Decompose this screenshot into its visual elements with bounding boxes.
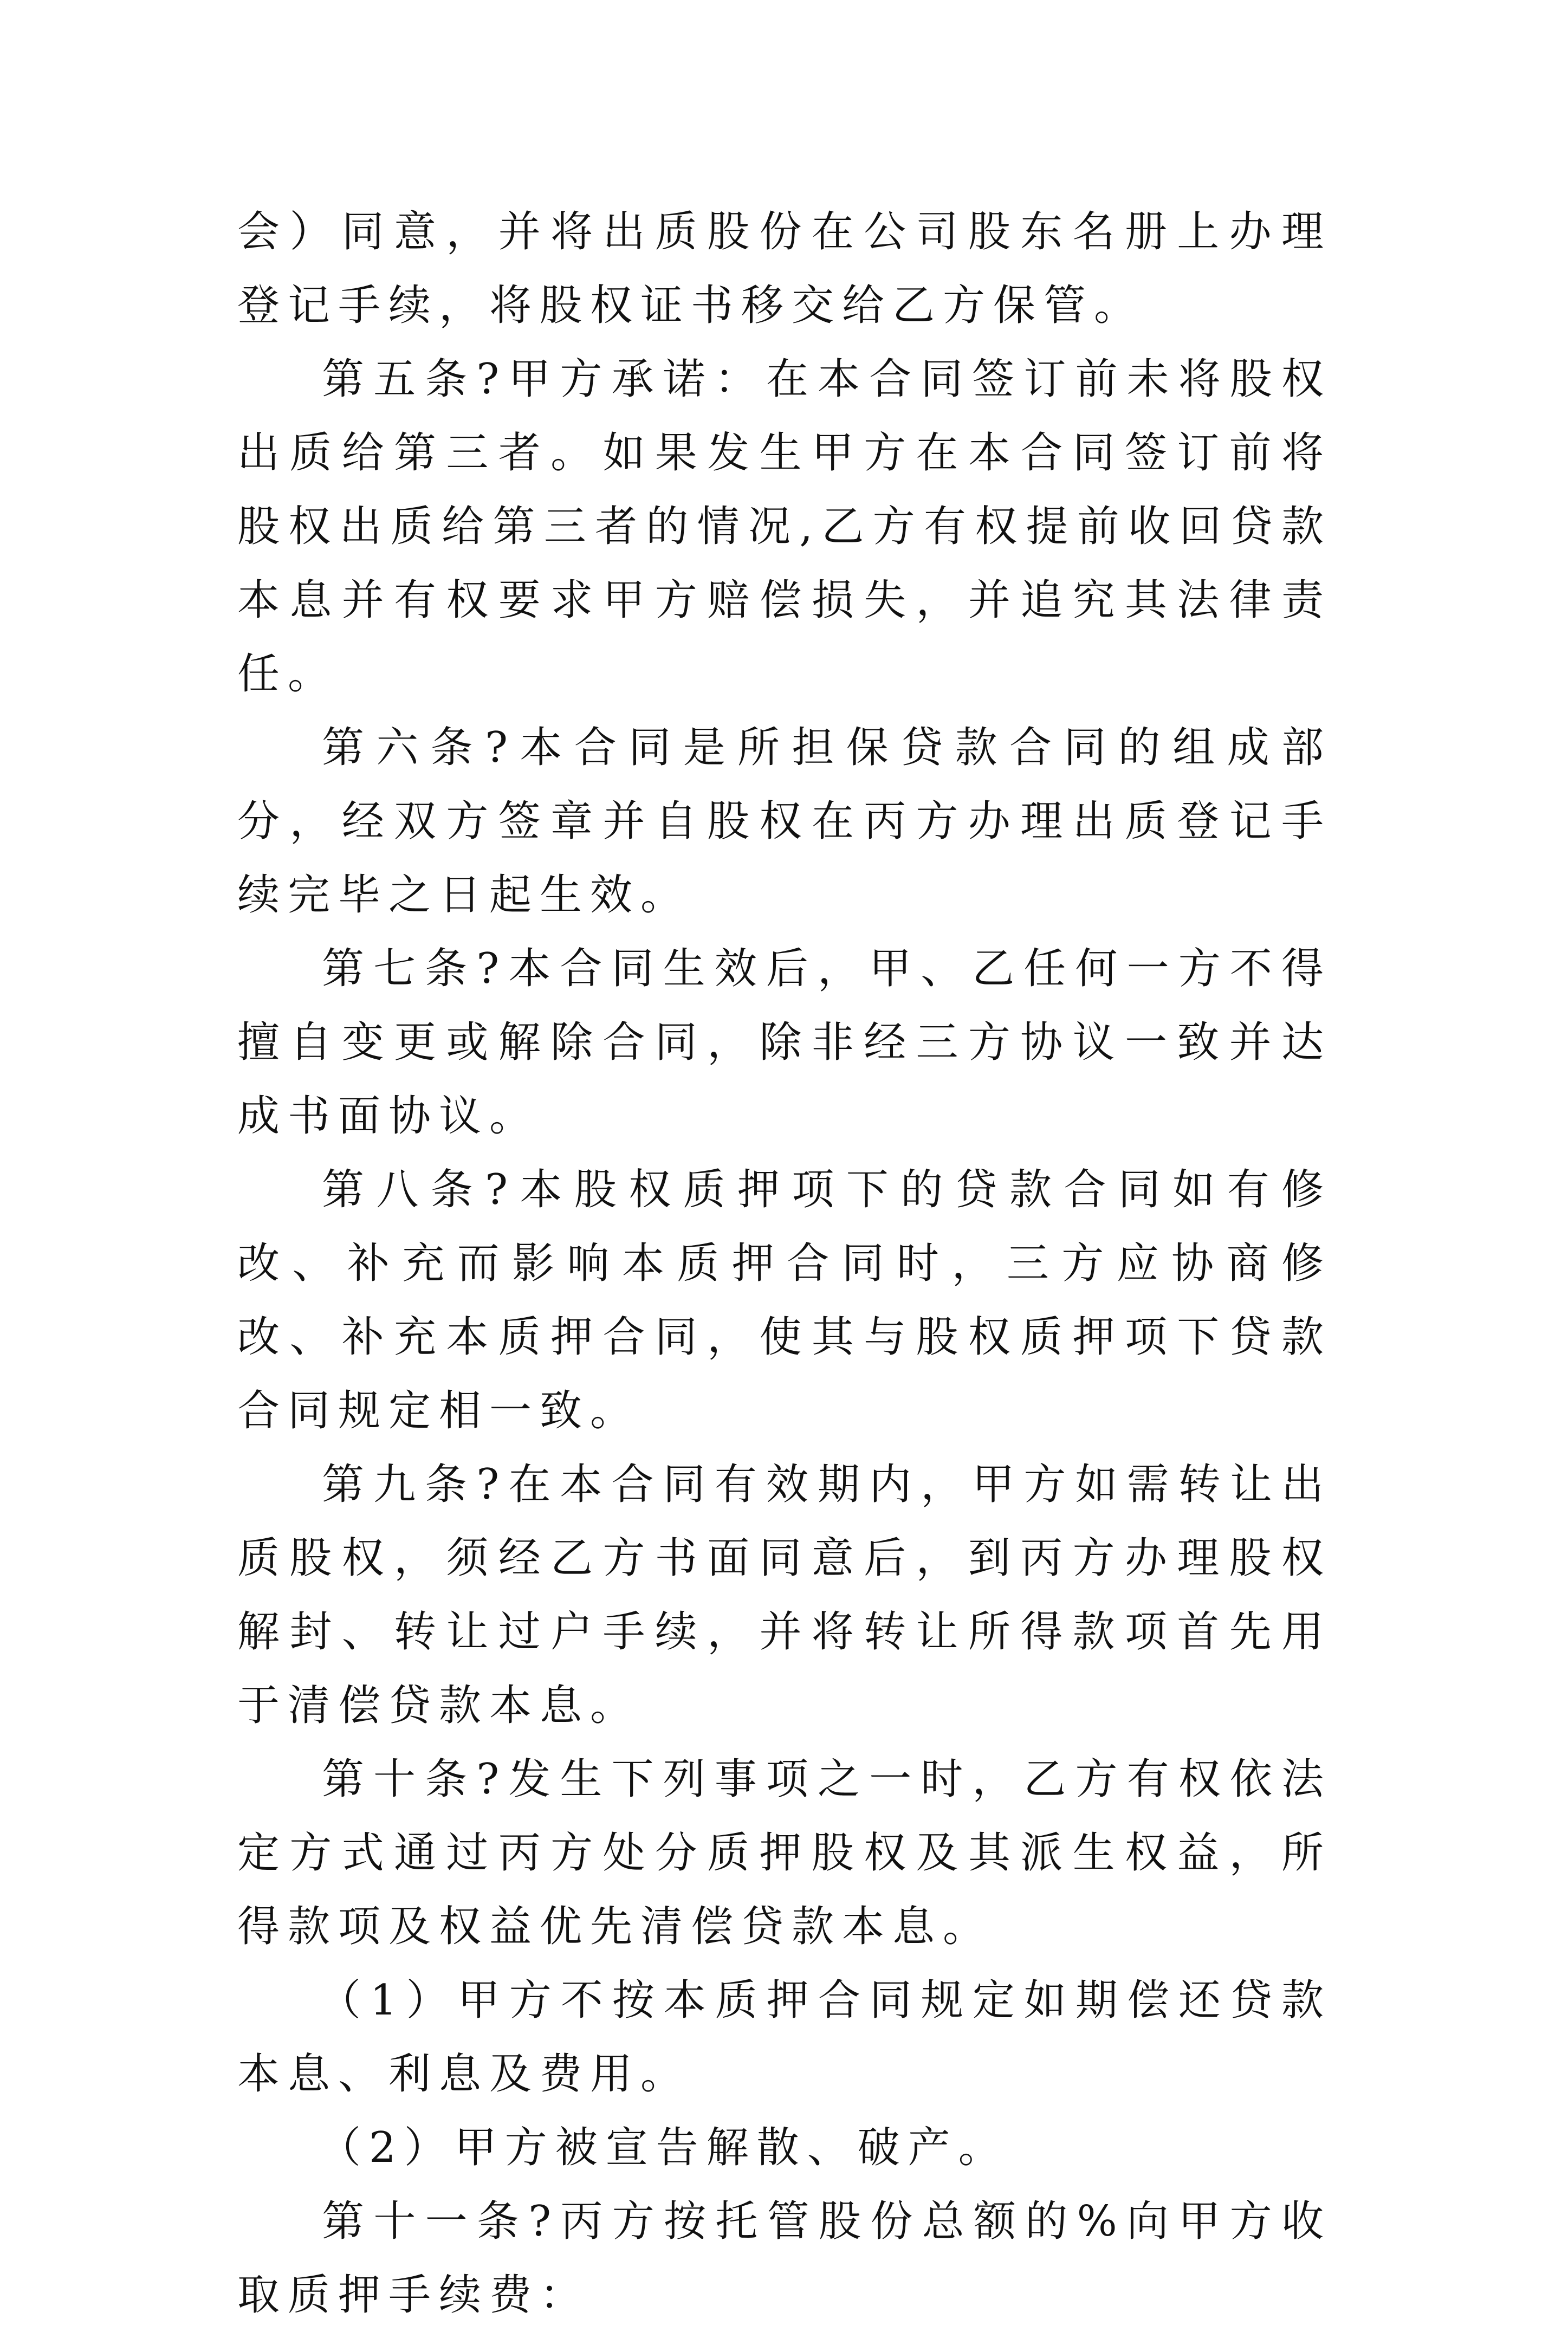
paragraph-article-7: 第七条?本合同生效后，甲、乙任何一方不得擅自变更或解除合同，除非经三方协议一致并达成书面协议。 [237,944,1332,1141]
paragraph-article-5: 第五条?甲方承诺：在本合同签订前未将股权出质给第三者。如果发生甲方在本合同签订前将股权出质给第三者的情况,乙方有权提前收回贷款本息并有权要求甲方赔偿损失，并追究其法律责任。 [237,355,1332,698]
document-body [237,195,1332,2332]
list-item-1: （1）甲方不按本质押合同规定如期偿还贷款本息、利息及费用。 [237,1976,1332,2098]
list-item-2: （2）甲方被宣告解散、破产。 [319,2123,1009,2172]
paragraph-article-8: 第八条?本股权质押项下的贷款合同如有修改、补充而影响本质押合同时，三方应协商修改、补充本质押合同，使其与股权质押项下贷款合同规定相一致。 [237,1165,1332,1435]
paragraph-article-6: 第六条?本合同是所担保贷款合同的组成部分，经双方签章并自股权在丙方办理出质登记手续完毕之日起生效。 [237,723,1332,919]
paragraph-article-10: 第十条?发生下列事项之一时，乙方有权依法定方式通过丙方处分质押股权及其派生权益，所得款项及权益优先清偿贷款本息。 [237,1755,1332,1951]
paragraph-article-9: 第九条?在本合同有效期内，甲方如需转让出质股权，须经乙方书面同意后，到丙方办理股权解封、转让过户手续，并将转让所得款项首先用于清偿贷款本息。 [237,1460,1332,1730]
paragraph-article-11: 第十一条?丙方按托管股份总额的%向甲方收取质押手续费： [237,2197,1332,2320]
paragraph-continuation: 会）同意，并将出质股份在公司股东名册上办理登记手续，将股权证书移交给乙方保管。 [237,208,1332,330]
